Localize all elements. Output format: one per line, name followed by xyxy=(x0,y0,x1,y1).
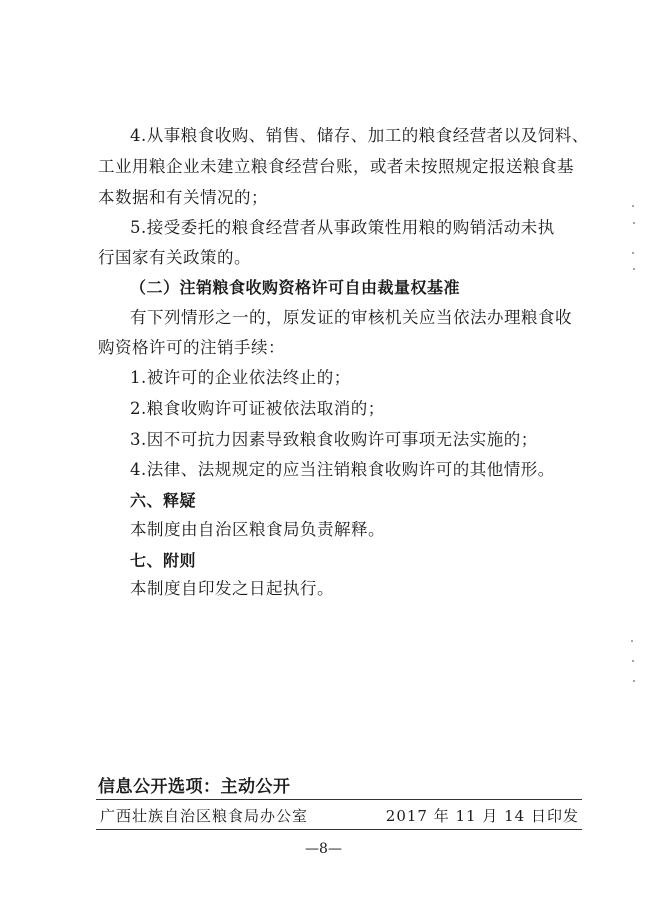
paragraph-4-line-2: 工业用粮企业未建立粮食经营台账，或者未按照规定报送粮食基 xyxy=(98,157,574,176)
scan-speck xyxy=(632,252,634,254)
scan-speck xyxy=(633,680,635,682)
footer-top-rule xyxy=(96,799,582,800)
section-7-title: 七、附则 xyxy=(130,551,197,570)
section-6-text: 本制度由自治区粮食局负责解释。 xyxy=(130,520,385,539)
paragraph-4-line-3: 本数据和有关情况的； xyxy=(98,188,268,207)
footer-bottom-rule xyxy=(96,829,582,830)
issue-date: 2017 年 11 月 14 日印发 xyxy=(385,807,579,825)
issuing-office: 广西壮族自治区粮食局办公室 xyxy=(100,807,309,825)
paragraph-5-line-1: 5.接受委托的粮食经营者从事政策性用粮的购销活动未执 xyxy=(130,218,555,237)
paragraph-conditions-line-2: 购资格许可的注销手续： xyxy=(98,338,285,357)
list-item-2: 2.粮食收购许可证被依法取消的； xyxy=(130,399,385,418)
paragraph-5-line-2: 行国家有关政策的。 xyxy=(98,248,251,267)
scan-speck xyxy=(632,205,634,207)
list-item-3: 3.因不可抗力因素导致粮食收购许可事项无法实施的； xyxy=(130,430,538,449)
scan-speck xyxy=(632,660,634,662)
scan-speck xyxy=(633,268,635,270)
list-item-1: 1.被许可的企业依法终止的； xyxy=(130,368,351,387)
scan-speck xyxy=(633,222,635,224)
subheading-revocation: （二）注销粮食收购资格许可自由裁量权基准 xyxy=(130,278,461,297)
paragraph-4-line-1: 4.从事粮食收购、销售、储存、加工的粮食经营者以及饲料、 xyxy=(130,126,589,145)
disclosure-option: 信息公开选项：主动公开 xyxy=(98,777,291,797)
section-7-text: 本制度自印发之日起执行。 xyxy=(130,579,334,598)
section-6-title: 六、释疑 xyxy=(130,491,197,510)
scan-speck xyxy=(631,640,633,642)
page-number: —8— xyxy=(305,841,342,857)
list-item-4: 4.法律、法规规定的应当注销粮食收购许可的其他情形。 xyxy=(130,460,555,479)
paragraph-conditions-line-1: 有下列情形之一的，原发证的审核机关应当依法办理粮食收 xyxy=(130,308,572,327)
